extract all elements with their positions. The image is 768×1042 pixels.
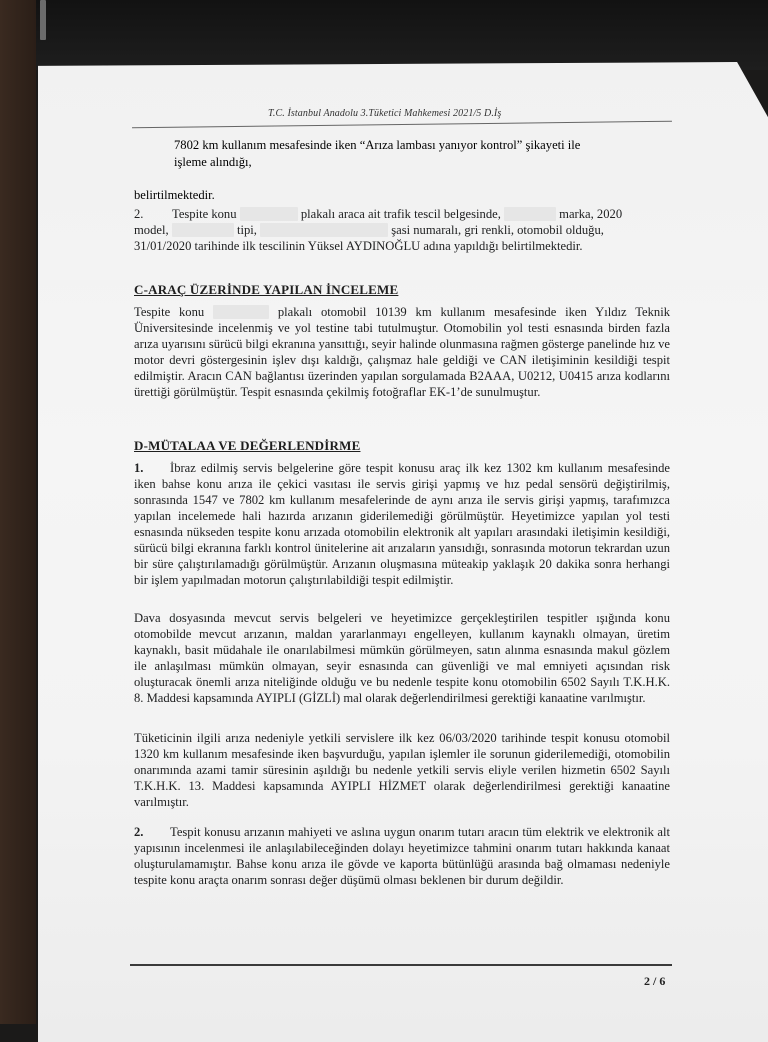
redaction xyxy=(213,305,269,319)
paragraph-number: 1. xyxy=(134,461,144,475)
background-top xyxy=(36,0,768,70)
section-c-title: C-ARAÇ ÜZERİNDE YAPILAN İNCELEME xyxy=(134,282,399,297)
section-c-paragraph: Tespite konu plakalı otomobil 10139 km kullanım mesafesinde iken Yıldız Teknik Üniversitesinde incelenmiş ve yol testine tabi tutulmuştur. Otomobilin yol testi esnasında birden fazla arıza uyarısını sürücü bilgi ekranına yansıttığı, seyir halinde olunmasına rağmen gösterge panelinde hız ve motor devri göstergesinin işlev dışı kaldığı, çalışmaz hale geldiği ve CAN iletişiminin kesildiği tespit edilmiştir. Aracın CAN bağlantısı üzerinden yapılan sorgulamada B2AAA, U0212, U0415 arıza kodlarını ürettiği görülmüştür. Tespit esnasında çekilmiş fotoğraflar EK-1’de sunulmuştur. xyxy=(134,305,671,399)
footer-rule xyxy=(130,964,672,966)
section-d-title: D-MÜTALAA VE DEĞERLENDİRME xyxy=(134,438,361,453)
intro-line-2: işleme alındığı, xyxy=(174,155,252,169)
item-2-paragraph: 2. Tespite konu plakalı araca ait trafik tescil belgesinde, marka, 2020 model, tipi, şasi numaralı, gri renkli, otomobil olduğu, 31/01/2020 tarihinde ilk tescilinin Yüksel AYDINOĞLU adına yapıldığı belirtilmektedir. xyxy=(134,207,623,253)
section-d-paragraph-4: 2. Tespit konusu arızanın mahiyeti ve aslına uygun onarım tutarı aracın tüm elektrik ve elektronik alt yapısının incelenmesi ile anlaşılabileceğinden dolayı heyetimizce tahmini onarım tutarı hakkında kanaat oluşturulamamıştır. Bahse konu arıza ile gövde ve kaporta bütünlüğü arasında bağ olmaması nedeniyle tespite konu araçta onarım sonrası değer düşümü olması beklenen bir durum değildir. xyxy=(134,825,670,887)
redaction xyxy=(260,223,388,237)
redaction xyxy=(172,223,234,237)
redaction xyxy=(504,207,556,221)
paragraph-number: 2. xyxy=(134,825,144,839)
section-d-paragraph-2: Dava dosyasında mevcut servis belgeleri ve heyetimizce gerçekleştirilen tespitler ışığında konu otomobilde mevcut arızanın, maldan yararlanmayı engelleyen, kullanım kaynaklı olmayan, üretim kaynaklı, basit müdahale ile onarılabilmesi mümkün görülmeyen, satın alınma esnasında makul gözlem ile anlaşılması mümkün olmayan, seyir esnasında can güvenliği ve mal emniyeti açısından risk oluşturacak önemli arıza niteliğinde olduğu ve bu nedenle tespite konu otomobilin 6502 Sayılı T.K.H.K. 8. Maddesi kapsamında AYIPLI (GİZLİ) mal olarak değerlendirilmesi gerektiği kanaatine varılmıştır. xyxy=(134,611,670,705)
desk-left-edge xyxy=(0,0,36,1024)
section-d-paragraph-3: Tüketicinin ilgili arıza nedeniyle yetkili servislere ilk kez 06/03/2020 tarihinde tespit konusu otomobil 1320 km kullanım mesafesinde iken başvurduğu, yapılan işlemler ile sorunun giderilemediği, otomobilin onarımında azami tamir süresinin aşıldığı bu nedenle yetkili servis eliyle verilen hizmetin 6502 Sayılı T.K.H.K. 13. Maddesi kapsamında AYIPLI HİZMET olarak değerlendirilmesi gerektiği kanaatine varılmıştır. xyxy=(134,731,670,809)
background-tab xyxy=(40,0,46,40)
court-header: T.C. İstanbul Anadolu 3.Tüketici Mahkemesi 2021/5 D.İş xyxy=(268,108,502,119)
redaction xyxy=(240,207,298,221)
section-d-paragraph-1: 1. İbraz edilmiş servis belgelerine göre tespit konusu araç ilk kez 1302 km kullanım mesafesinde iken bahse konu arıza ile çekici vasıtası ile servis girişi yapmış ve hız pedal sensörü değiştirilmiş, sonrasında 1547 ve 7802 km kullanım mesafelerinde de aynı arıza ile servis girişi yapmış, tarafımızca yapılan incelemede hali hazırda arızanın giderilemediği görülmüştür. Heyetimizce yapılan yol testi esnasında nükseden tespite konu arızada otomobilin elektronik alt yapıları arasındaki iletişimin kesildiği, sürücü bilgi ekranına farklı kontrol ünitelerine ait arızaların yansıdığı, sonrasında motorun tekrardan uzun bir süre çalıştırılamadığı görülmüştür. Arızanın oluşmasına müteakip yaklaşık 20 dakika sonra herhangi bir işlem yapılmadan motorun çalıştırılabildiği tespit edilmiştir. xyxy=(134,461,670,587)
intro-line-3: belirtilmektedir. xyxy=(134,188,215,202)
item-2-number: 2. xyxy=(134,207,144,221)
page-number: 2 / 6 xyxy=(644,974,666,988)
intro-line-1: 7802 km kullanım mesafesinde iken “Arıza lambası yanıyor kontrol” şikayeti ile xyxy=(174,138,581,152)
